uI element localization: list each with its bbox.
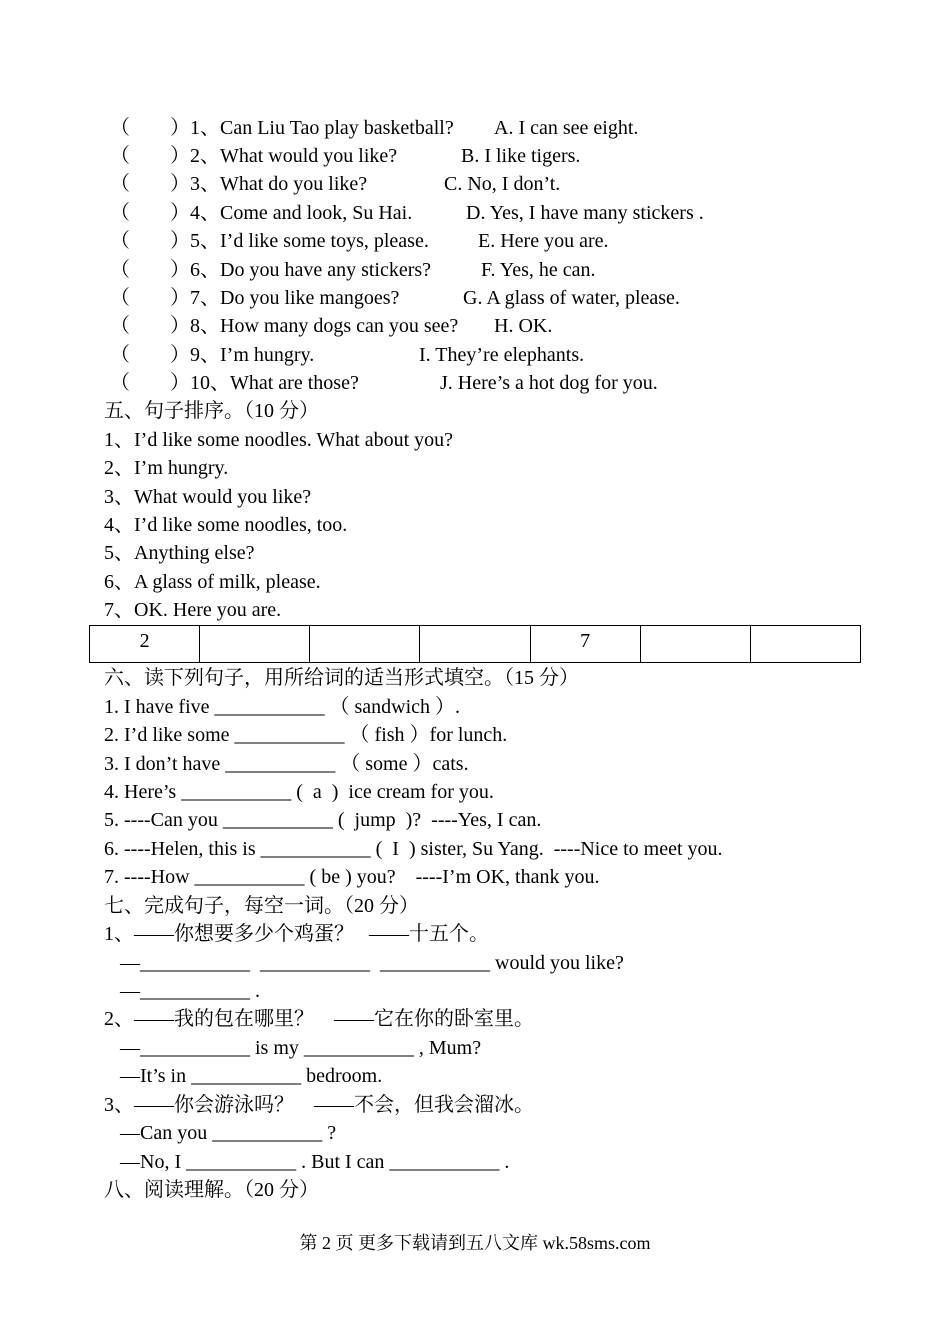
sentence-item: 4、I’d like some noodles, too. [104,514,348,536]
sentence-item: 6、A glass of milk, please. [104,571,321,593]
fill-item: 5. ----Can you ___________ ( jump )? ----Yes, I can. [104,809,542,831]
fill-item: 1. I have five ___________ （ sandwich ）. [104,696,461,718]
sentence-item: 3、What would you like? [104,486,312,508]
answer-cell[interactable] [420,626,530,663]
matching-answer: D. Yes, I have many stickers . [466,202,704,224]
answer-cell[interactable]: 2 [90,626,200,663]
sentence-item: 1、I’d like some noodles. What about you? [104,429,454,451]
answer-cell[interactable] [750,626,860,663]
sentence-item: 2、I’m hungry. [104,457,229,479]
matching-question: （ ）4、Come and look, Su Hai. [110,202,413,224]
chinese-prompt: 3、——你会游泳吗？ ——不会，但我会溜冰。 [104,1094,534,1116]
answer-line: —___________ is my ___________ , Mum? [120,1037,482,1059]
section-title: 五、句子排序。（10 分） [104,400,319,422]
page-footer: 第 2 页 更多下载请到五八文库 wk.58sms.com [299,1233,651,1253]
matching-answer: H. OK. [494,315,553,337]
answer-line: —No, I ___________ . But I can ___________ . [120,1151,510,1173]
matching-question: （ ）8、How many dogs can you see? [110,315,459,337]
fill-item: 6. ----Helen, this is ___________ ( I ) sister, Su Yang. ----Nice to meet you. [104,838,723,860]
fill-item: 4. Here’s ___________ ( a ) ice cream for you. [104,781,494,803]
matching-answer: C. No, I don’t. [444,173,561,195]
matching-answer: I. They’re elephants. [419,344,585,366]
matching-answer: B. I like tigers. [461,145,581,167]
matching-answer: A. I can see eight. [494,117,639,139]
answer-cell[interactable] [640,626,750,663]
section-title: 七、完成句子，每空一词。（20 分） [104,895,419,917]
matching-question: （ ）10、What are those? [110,372,359,394]
answer-cell[interactable]: 7 [530,626,640,663]
matching-answer: G. A glass of water, please. [463,287,680,309]
fill-item: 2. I’d like some ___________ （ fish ）for lunch. [104,724,508,746]
matching-answer: E. Here you are. [478,230,609,252]
fill-item: 3. I don’t have ___________ （ some ）cats. [104,753,469,775]
matching-answer: J. Here’s a hot dog for you. [440,372,658,394]
answer-line: —It’s in ___________ bedroom. [120,1065,383,1087]
answer-cell[interactable] [310,626,420,663]
sentence-item: 5、Anything else? [104,542,255,564]
answer-line: —Can you ___________ ? [120,1122,337,1144]
matching-question: （ ）9、I’m hungry. [110,344,315,366]
chinese-prompt: 2、——我的包在哪里？ ——它在你的卧室里。 [104,1008,534,1030]
answer-line: —___________ ___________ ___________ would you like? [120,952,624,974]
matching-question: （ ）1、Can Liu Tao play basketball? [110,117,454,139]
section-title: 六、读下列句子，用所给词的适当形式填空。（15 分） [104,667,579,689]
answer-cell[interactable] [200,626,310,663]
matching-question: （ ）5、I’d like some toys, please. [110,230,429,252]
fill-item: 7. ----How ___________ ( be ) you? ----I’m OK, thank you. [104,866,600,888]
chinese-prompt: 1、——你想要多少个鸡蛋？ ——十五个。 [104,923,489,945]
ordering-answer-table [89,625,861,663]
matching-question: （ ）6、Do you have any stickers? [110,259,432,281]
sentence-item: 7、OK. Here you are. [104,599,282,621]
section-title-reading: 八、阅读理解。（20 分） [104,1179,319,1201]
matching-question: （ ）2、What would you like? [110,145,398,167]
matching-question: （ ）7、Do you like mangoes? [110,287,400,309]
answer-line: —___________ . [120,980,260,1002]
matching-question: （ ）3、What do you like? [110,173,368,195]
matching-answer: F. Yes, he can. [481,259,596,281]
